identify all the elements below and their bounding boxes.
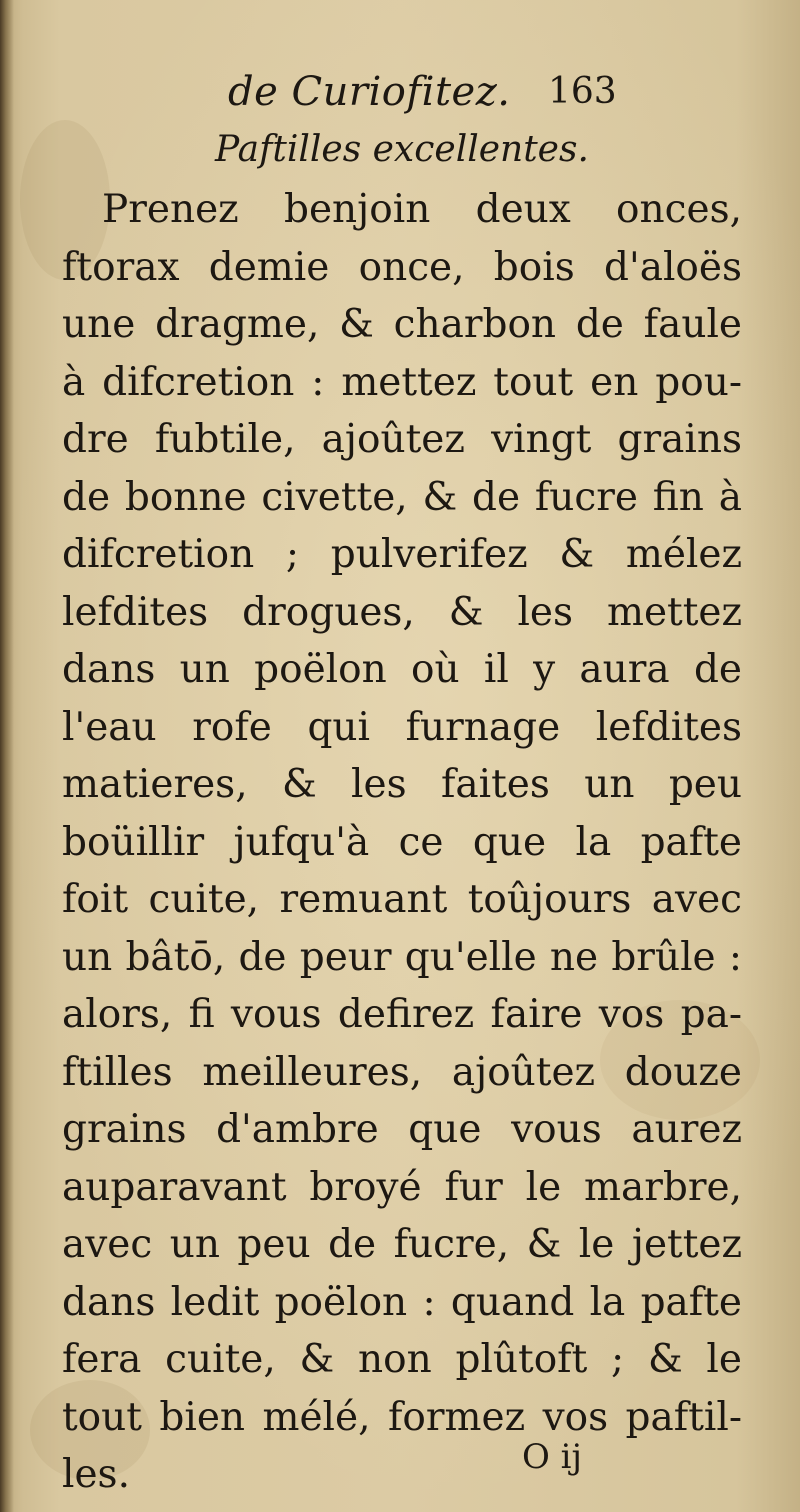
text-line: matieres, & les faites un peu <box>62 762 742 807</box>
signature-mark: O ij <box>522 1437 583 1477</box>
text-line: fera cuite, & non plûtoft ; & le <box>62 1337 742 1382</box>
text-line: auparavant broyé fur le marbre, <box>62 1164 742 1210</box>
text-line: avec un peu de fucre, & le jettez <box>62 1222 742 1267</box>
text-line: de bonne civette, & de fucre fin à <box>62 474 742 520</box>
text-line: un bâtō, de peur qu'elle ne brûle : <box>62 934 742 980</box>
text-line: boüillir jufqu'à ce que la pafte <box>62 819 742 865</box>
text-line: tout bien mélé, formez vos paftil- <box>62 1394 742 1440</box>
binding-gutter <box>0 0 14 1512</box>
text-line: l'eau rofe qui furnage lefdites <box>62 704 742 750</box>
text-line: Prenez benjoin deux onces, <box>102 187 742 232</box>
text-line: les. <box>62 1452 130 1497</box>
text-line: lefdites drogues, & les mettez <box>62 589 742 635</box>
recipe-heading: Paftilles excellentes. <box>215 129 589 170</box>
text-line: à difcretion : mettez tout en pou- <box>62 359 742 405</box>
recipe-paragraph <box>62 181 742 1504</box>
page-header <box>228 62 788 122</box>
text-line: une dragme, & charbon de faule <box>62 302 742 347</box>
text-line: difcretion ; pulverifez & mélez <box>62 532 742 577</box>
text-line: dans un poëlon où il y aura de <box>62 647 742 692</box>
text-line: alors, fi vous defirez faire vos pa- <box>62 992 742 1037</box>
text-line: ftorax demie once, bois d'aloës <box>62 244 742 290</box>
running-title: de Curiofitez. <box>228 69 511 115</box>
text-line: dre fubtile, ajoûtez vingt grains <box>62 417 742 462</box>
text-line: grains d'ambre que vous aurez <box>62 1107 742 1152</box>
text-line: dans ledit poëlon : quand la pafte <box>62 1279 742 1325</box>
text-line: foit cuite, remuant toûjours avec <box>62 877 742 922</box>
page-number: 163 <box>548 71 617 112</box>
text-line: ftilles meilleures, ajoûtez douze <box>62 1049 742 1095</box>
